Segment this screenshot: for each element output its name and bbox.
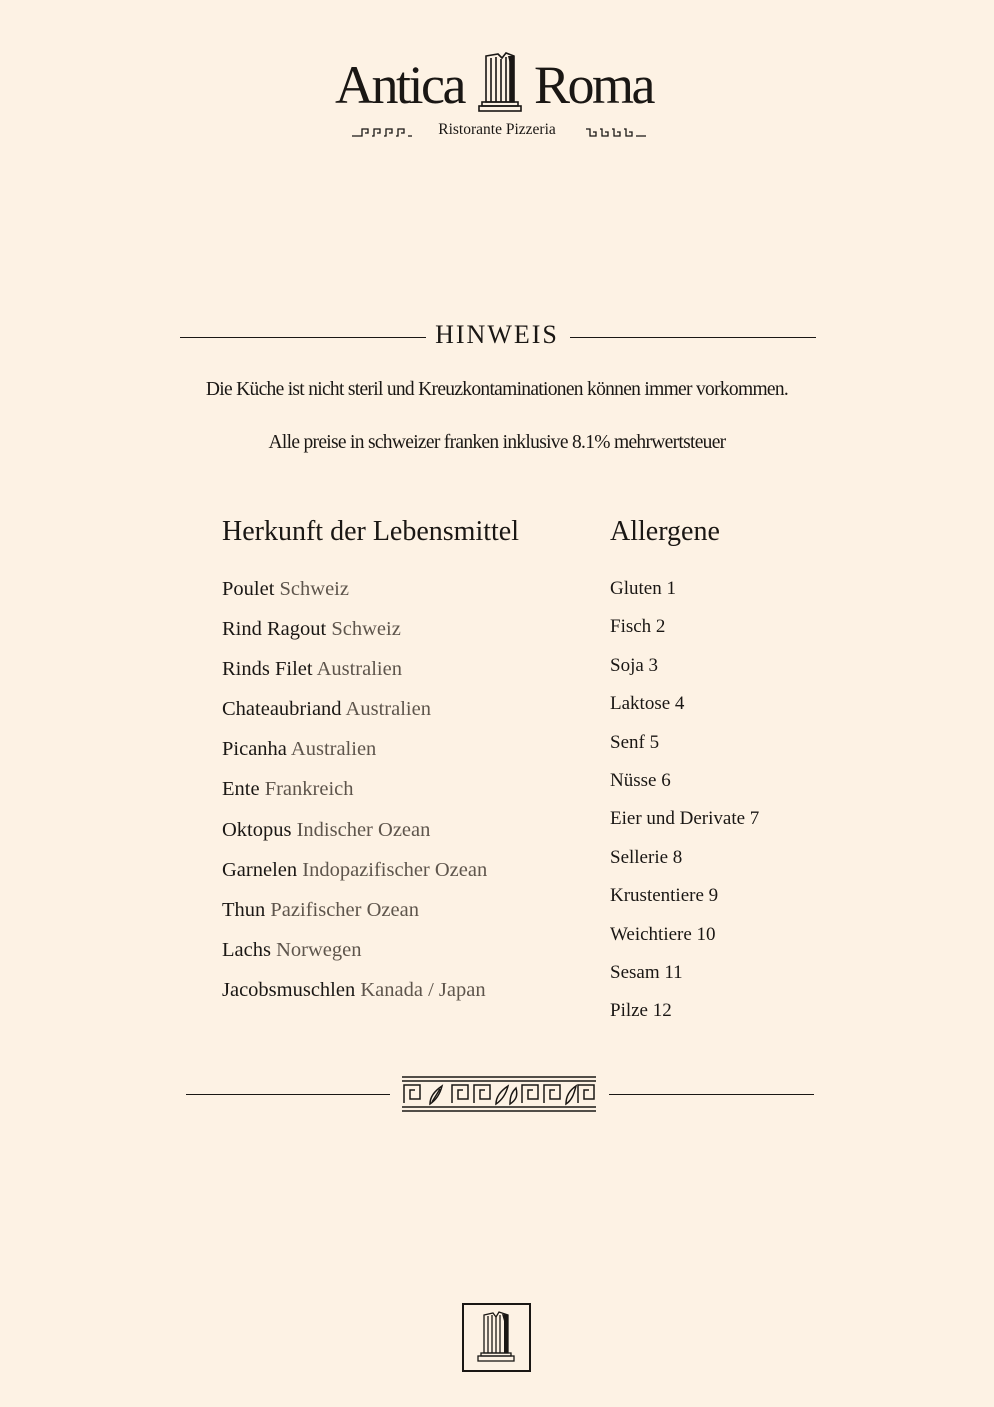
notice-title: HINWEIS <box>435 320 559 349</box>
notice-kitchen-text: Die Küche ist nicht steril und Kreuzkontaminationen können immer vorkommen. <box>205 379 789 400</box>
divider-line <box>609 1094 814 1095</box>
allergen-item: Sesam 11 <box>610 961 683 983</box>
origin-item <box>222 656 487 696</box>
allergen-item: Senf 5 <box>610 731 660 753</box>
origin-heading: Herkunft der Lebensmittel <box>222 516 520 547</box>
brand-name-left: Antica <box>335 55 464 115</box>
origin-food: Rind Ragout <box>222 618 327 641</box>
origin-item <box>222 576 487 616</box>
allergen-item: Eier und Derivate 7 <box>610 808 760 830</box>
origin-food: Poulet <box>222 578 275 600</box>
origin-place: Australien <box>316 658 402 681</box>
allergen-item: Weichtiere 10 <box>610 923 716 945</box>
origin-food: Ente <box>222 778 260 801</box>
origin-place: Pazifischer Ozean <box>270 898 419 921</box>
origin-list <box>222 576 487 1017</box>
brand-tagline: Ristorante Pizzeria <box>438 121 556 138</box>
allergen-list <box>610 576 759 1037</box>
origin-food: Picanha <box>222 738 287 761</box>
brand-name-right: Roma <box>534 55 653 115</box>
origin-item <box>222 616 487 656</box>
origin-food: Garnelen <box>222 858 298 881</box>
origin-place: Frankreich <box>264 778 354 801</box>
origin-food: Oktopus <box>222 818 292 841</box>
origin-item <box>222 696 487 736</box>
origin-place: Schweiz <box>279 578 349 600</box>
divider-line <box>570 337 816 338</box>
origin-food: Chateaubriand <box>222 698 342 721</box>
notice-prices-text: Alle preise in schweizer franken inklusive 8.1% mehrwertsteuer <box>268 432 726 453</box>
origin-item <box>222 817 487 857</box>
allergen-item: Pilze 12 <box>610 1000 672 1022</box>
allergen-item: Krustentiere 9 <box>610 885 719 907</box>
origin-item <box>222 977 487 1017</box>
origin-item <box>222 897 487 937</box>
origin-food: Jacobsmuschlen <box>222 978 356 1001</box>
allergen-item: Sellerie 8 <box>610 846 683 868</box>
origin-place: Australien <box>290 738 377 761</box>
origin-food: Lachs <box>222 938 271 961</box>
greek-key-ornament-icon <box>402 1076 596 1116</box>
allergen-heading: Allergene <box>610 516 720 547</box>
origin-food: Rinds Filet <box>222 658 313 681</box>
meander-right-icon <box>586 123 646 142</box>
origin-place: Norwegen <box>276 938 362 961</box>
origin-place: Kanada / Japan <box>360 978 486 1001</box>
origin-item <box>222 736 487 776</box>
origin-place: Australien <box>345 698 431 721</box>
allergen-item: Nüsse 6 <box>610 769 671 791</box>
allergen-item: Gluten 1 <box>610 578 676 599</box>
origin-item <box>222 857 487 897</box>
allergen-item: Fisch 2 <box>610 616 666 638</box>
origin-place: Indischer Ozean <box>296 818 431 841</box>
column-emblem-icon <box>462 1303 531 1376</box>
origin-item <box>222 776 487 816</box>
divider-line <box>186 1094 390 1095</box>
origin-place: Indopazifischer Ozean <box>302 858 488 881</box>
allergen-item: Laktose 4 <box>610 693 685 715</box>
origin-place: Schweiz <box>331 618 401 641</box>
allergen-item: Soja 3 <box>610 654 659 676</box>
origin-food: Thun <box>222 898 266 921</box>
broken-column-icon <box>476 52 524 118</box>
origin-item <box>222 937 487 977</box>
